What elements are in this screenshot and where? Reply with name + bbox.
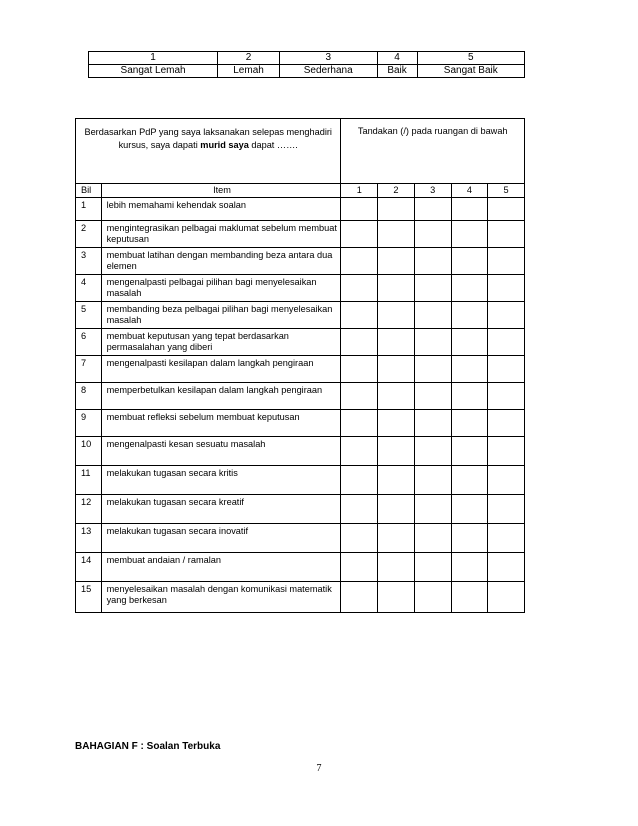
col-header-bil: Bil [76,184,102,198]
score-checkbox-cell[interactable] [341,221,378,248]
score-checkbox-cell[interactable] [341,198,378,221]
score-checkbox-cell[interactable] [451,248,488,275]
score-checkbox-cell[interactable] [414,329,451,356]
row-number: 9 [76,410,102,437]
score-checkbox-cell[interactable] [341,248,378,275]
col-header-score: 3 [414,184,451,198]
scale-number: 4 [377,52,417,65]
column-header-row [76,184,525,198]
table-row [76,582,525,613]
score-checkbox-cell[interactable] [451,221,488,248]
score-checkbox-cell[interactable] [378,553,415,582]
score-checkbox-cell[interactable] [414,495,451,524]
table-row [76,466,525,495]
score-checkbox-cell[interactable] [414,248,451,275]
row-item-text: mengenalpasti kesan sesuatu masalah [101,437,341,466]
score-checkbox-cell[interactable] [414,383,451,410]
row-item-text: mengenalpasti pelbagai pilihan bagi menyelesaikan masalah [101,275,341,302]
row-number: 7 [76,356,102,383]
score-checkbox-cell[interactable] [378,582,415,613]
col-header-score: 2 [378,184,415,198]
score-checkbox-cell[interactable] [341,329,378,356]
row-item-text: lebih memahami kehendak soalan [101,198,341,221]
score-checkbox-cell[interactable] [414,466,451,495]
table-row [76,495,525,524]
row-number: 6 [76,329,102,356]
table-row [76,329,525,356]
col-header-score: 1 [341,184,378,198]
scale-label: Sangat Lemah [89,65,218,78]
score-checkbox-cell[interactable] [414,524,451,553]
score-checkbox-cell[interactable] [488,356,525,383]
score-checkbox-cell[interactable] [488,248,525,275]
score-checkbox-cell[interactable] [451,466,488,495]
score-checkbox-cell[interactable] [451,495,488,524]
row-item-text: membanding beza pelbagai pilihan bagi menyelesaikan masalah [101,302,341,329]
score-checkbox-cell[interactable] [378,329,415,356]
score-checkbox-cell[interactable] [341,356,378,383]
instruction-cell [76,119,341,184]
score-checkbox-cell[interactable] [341,553,378,582]
mark-instruction-cell: Tandakan (/) pada ruangan di bawah [341,119,525,184]
row-item-text: membuat refleksi sebelum membuat keputusan [101,410,341,437]
score-checkbox-cell[interactable] [341,410,378,437]
scale-number: 2 [218,52,280,65]
score-checkbox-cell[interactable] [451,524,488,553]
score-checkbox-cell[interactable] [488,582,525,613]
scale-number: 1 [89,52,218,65]
table-row [76,383,525,410]
row-number: 12 [76,495,102,524]
score-checkbox-cell[interactable] [378,524,415,553]
row-number: 15 [76,582,102,613]
score-checkbox-cell[interactable] [378,302,415,329]
table-row [76,410,525,437]
row-number: 5 [76,302,102,329]
scale-label: Baik [377,65,417,78]
rating-scale-table [88,51,525,78]
score-checkbox-cell[interactable] [414,275,451,302]
score-checkbox-cell[interactable] [341,495,378,524]
row-item-text: membuat keputusan yang tepat berdasarkan permasalahan yang diberi [101,329,341,356]
instruction-bold-text: murid saya [200,140,249,150]
score-checkbox-cell[interactable] [451,410,488,437]
scale-label: Sangat Baik [417,65,524,78]
instruction-row [76,119,525,184]
instruction-text: Berdasarkan PdP yang saya laksanakan selepas menghadiri kursus, saya dapati [84,127,332,150]
row-item-text: membuat latihan dengan membanding beza antara dua elemen [101,248,341,275]
table-row [76,248,525,275]
score-checkbox-cell[interactable] [414,356,451,383]
table-row [76,553,525,582]
row-item-text: mengintegrasikan pelbagai maklumat sebelum membuat keputusan [101,221,341,248]
scale-label-row [89,65,525,78]
scale-number-row [89,52,525,65]
score-checkbox-cell[interactable] [488,329,525,356]
score-checkbox-cell[interactable] [341,524,378,553]
table-row [76,437,525,466]
score-checkbox-cell[interactable] [378,466,415,495]
score-checkbox-cell[interactable] [451,329,488,356]
score-checkbox-cell[interactable] [378,437,415,466]
score-checkbox-cell[interactable] [341,383,378,410]
col-header-score: 5 [488,184,525,198]
row-number: 4 [76,275,102,302]
score-checkbox-cell[interactable] [414,553,451,582]
score-checkbox-cell[interactable] [488,495,525,524]
table-row [76,275,525,302]
row-number: 8 [76,383,102,410]
questionnaire-table [75,118,525,613]
instruction-suffix: dapat ……. [248,140,298,150]
scale-number: 3 [279,52,377,65]
table-row [76,524,525,553]
score-checkbox-cell[interactable] [378,495,415,524]
row-item-text: membuat andaian / ramalan [101,553,341,582]
score-checkbox-cell[interactable] [414,302,451,329]
score-checkbox-cell[interactable] [378,356,415,383]
row-number: 10 [76,437,102,466]
score-checkbox-cell[interactable] [451,553,488,582]
row-number: 11 [76,466,102,495]
score-checkbox-cell[interactable] [488,437,525,466]
score-checkbox-cell[interactable] [488,198,525,221]
row-item-text: memperbetulkan kesilapan dalam langkah pengiraan [101,383,341,410]
score-checkbox-cell[interactable] [488,302,525,329]
score-checkbox-cell[interactable] [451,383,488,410]
score-checkbox-cell[interactable] [451,198,488,221]
row-item-text: melakukan tugasan secara kritis [101,466,341,495]
score-checkbox-cell[interactable] [378,410,415,437]
scale-number: 5 [417,52,524,65]
scale-label: Sederhana [279,65,377,78]
section-f-heading: BAHAGIAN F : Soalan Terbuka [75,741,221,752]
score-checkbox-cell[interactable] [451,437,488,466]
score-checkbox-cell[interactable] [378,198,415,221]
score-checkbox-cell[interactable] [451,302,488,329]
row-number: 13 [76,524,102,553]
row-number: 1 [76,198,102,221]
table-row [76,356,525,383]
score-checkbox-cell[interactable] [378,275,415,302]
score-checkbox-cell[interactable] [378,383,415,410]
score-checkbox-cell[interactable] [451,582,488,613]
score-checkbox-cell[interactable] [341,302,378,329]
score-checkbox-cell[interactable] [414,410,451,437]
score-checkbox-cell[interactable] [488,524,525,553]
row-number: 3 [76,248,102,275]
scale-label: Lemah [218,65,280,78]
score-checkbox-cell[interactable] [488,553,525,582]
score-checkbox-cell[interactable] [488,383,525,410]
score-checkbox-cell[interactable] [378,248,415,275]
score-checkbox-cell[interactable] [414,582,451,613]
score-checkbox-cell[interactable] [488,275,525,302]
table-row [76,221,525,248]
row-item-text: mengenalpasti kesilapan dalam langkah pengiraan [101,356,341,383]
score-checkbox-cell[interactable] [378,221,415,248]
score-checkbox-cell[interactable] [414,437,451,466]
col-header-score: 4 [451,184,488,198]
score-checkbox-cell[interactable] [341,466,378,495]
score-checkbox-cell[interactable] [451,356,488,383]
row-item-text: melakukan tugasan secara inovatif [101,524,341,553]
row-number: 2 [76,221,102,248]
score-checkbox-cell[interactable] [451,275,488,302]
score-checkbox-cell[interactable] [488,466,525,495]
row-number: 14 [76,553,102,582]
score-checkbox-cell[interactable] [414,198,451,221]
score-checkbox-cell[interactable] [341,275,378,302]
row-item-text: menyelesaikan masalah dengan komunikasi matematik yang berkesan [101,582,341,613]
row-item-text: melakukan tugasan secara kreatif [101,495,341,524]
score-checkbox-cell[interactable] [341,582,378,613]
score-checkbox-cell[interactable] [341,437,378,466]
score-checkbox-cell[interactable] [488,410,525,437]
page-number: 7 [316,763,322,774]
table-row [76,302,525,329]
table-row [76,198,525,221]
score-checkbox-cell[interactable] [414,221,451,248]
score-checkbox-cell[interactable] [488,221,525,248]
col-header-item: Item [101,184,341,198]
